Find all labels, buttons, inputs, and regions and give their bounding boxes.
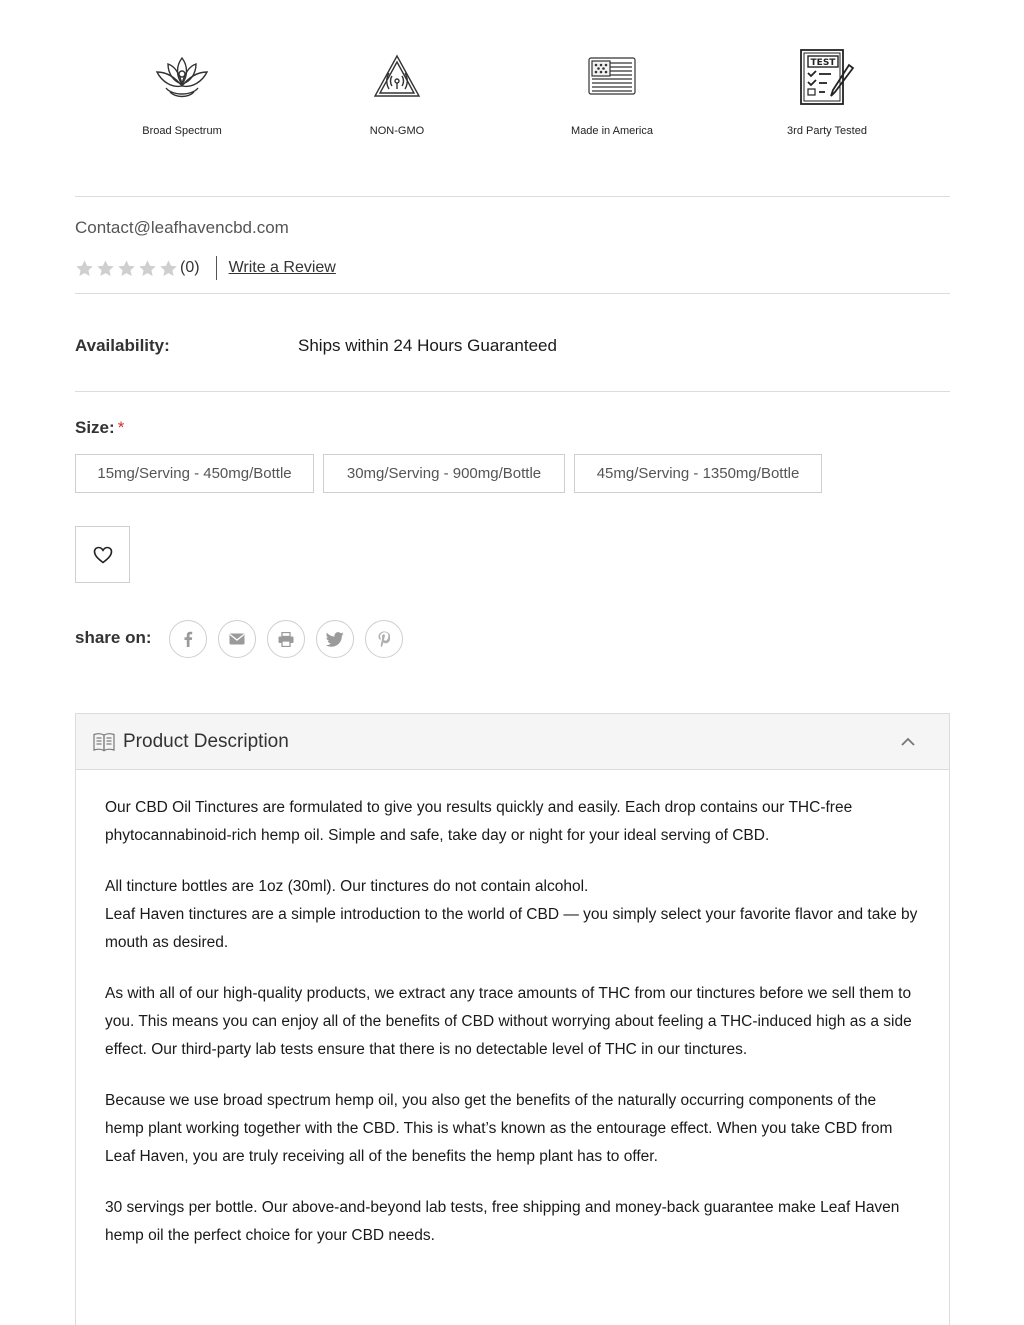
heart-icon (93, 546, 113, 564)
chevron-up-icon[interactable] (900, 734, 916, 750)
badge-label: NON-GMO (369, 125, 425, 137)
description-paragraph: 30 servings per bottle. Our above-and-beyond lab tests, free shipping and money-back guarantee make Leaf Haven hemp oil the perfect choice for your CBD needs. (105, 1199, 900, 1244)
size-option-900mg[interactable]: 30mg/Serving - 900mg/Bottle (323, 454, 565, 493)
description-paragraph: As with all of our high-quality products, we extract any trace amounts of THC from our tinctures before we sell them to you. This means you can enjoy all of the benefits of CBD without worrying about feeling a THC-induced high as a side effect. Our third-party lab tests ensure that there is no detectable level of THC in our tinctures. (105, 985, 912, 1058)
size-label (75, 418, 124, 438)
star-icon (75, 259, 94, 278)
divider (75, 293, 950, 294)
trust-badges (75, 40, 950, 140)
share-buttons (169, 620, 403, 658)
lotus-icon (72, 40, 292, 112)
open-book-icon (93, 732, 115, 752)
review-count: (0) (180, 259, 200, 276)
rating-summary (75, 256, 336, 280)
required-mark: * (117, 418, 125, 437)
divider (75, 391, 950, 392)
print-icon (278, 632, 294, 647)
badge-label: 3rd Party Tested (787, 125, 867, 137)
availability-value: Ships within 24 Hours Guaranteed (298, 336, 557, 355)
share-twitter-button[interactable] (316, 620, 354, 658)
badge-non-gmo (287, 40, 507, 137)
email-icon (229, 633, 245, 645)
description-paragraph: Because we use broad spectrum hemp oil, you also get the benefits of the naturally occurring components of the hemp plant working together with the CBD. This is what’s known as the entourage effect. When you take CBD from Leaf Haven, you are truly receiving all of the benefits the hemp plant has to offer. (105, 1092, 893, 1165)
twitter-icon (326, 632, 344, 647)
badge-3rd-party-tested (717, 40, 937, 137)
size-option-1350mg[interactable]: 45mg/Serving - 1350mg/Bottle (574, 454, 822, 493)
facebook-icon (183, 631, 193, 647)
test-checklist-icon (717, 40, 937, 112)
share-pinterest-button[interactable] (365, 620, 403, 658)
panel-title: Product Description (123, 730, 289, 752)
star-icon (117, 259, 136, 278)
star-icon (159, 259, 178, 278)
share-print-button[interactable] (267, 620, 305, 658)
product-description-body (76, 770, 949, 1250)
description-paragraph: Leaf Haven tinctures are a simple introduction to the world of CBD — you simply select your favorite flavor and take by mouth as desired. (105, 906, 918, 951)
add-to-wishlist-button[interactable] (75, 526, 130, 583)
badge-label: Made in America (571, 125, 653, 137)
badge-broad-spectrum (72, 40, 292, 137)
badge-label: Broad Spectrum (142, 125, 222, 137)
size-option-450mg[interactable]: 15mg/Serving - 450mg/Bottle (75, 454, 314, 493)
write-review-link[interactable]: Write a Review (228, 259, 336, 276)
star-icon (138, 259, 157, 278)
us-flag-icon (502, 40, 722, 112)
divider (75, 196, 950, 197)
non-gmo-warning-icon (287, 40, 507, 112)
badge-made-in-america (502, 40, 722, 137)
share-label: share on: (75, 628, 152, 647)
svg-text:TEST: TEST (810, 58, 836, 68)
contact-email[interactable]: Contact@leafhavencbd.com (75, 218, 289, 237)
separator (216, 256, 217, 280)
star-rating (75, 259, 178, 278)
product-description-toggle[interactable] (76, 714, 949, 770)
availability-label: Availability: (75, 336, 170, 355)
share-email-button[interactable] (218, 620, 256, 658)
description-paragraph: Our CBD Oil Tinctures are formulated to give you results quickly and easily. Each drop contains our THC-free phytocannabinoid-rich hemp oil. Simple and safe, take day or night for your ideal serving of CBD. (105, 799, 853, 844)
star-icon (96, 259, 115, 278)
product-description-panel (75, 713, 950, 1325)
description-paragraph: All tincture bottles are 1oz (30ml). Our tinctures do not contain alcohol. (105, 878, 589, 895)
share-facebook-button[interactable] (169, 620, 207, 658)
size-label-text: Size: (75, 418, 115, 437)
pinterest-icon (378, 631, 390, 647)
